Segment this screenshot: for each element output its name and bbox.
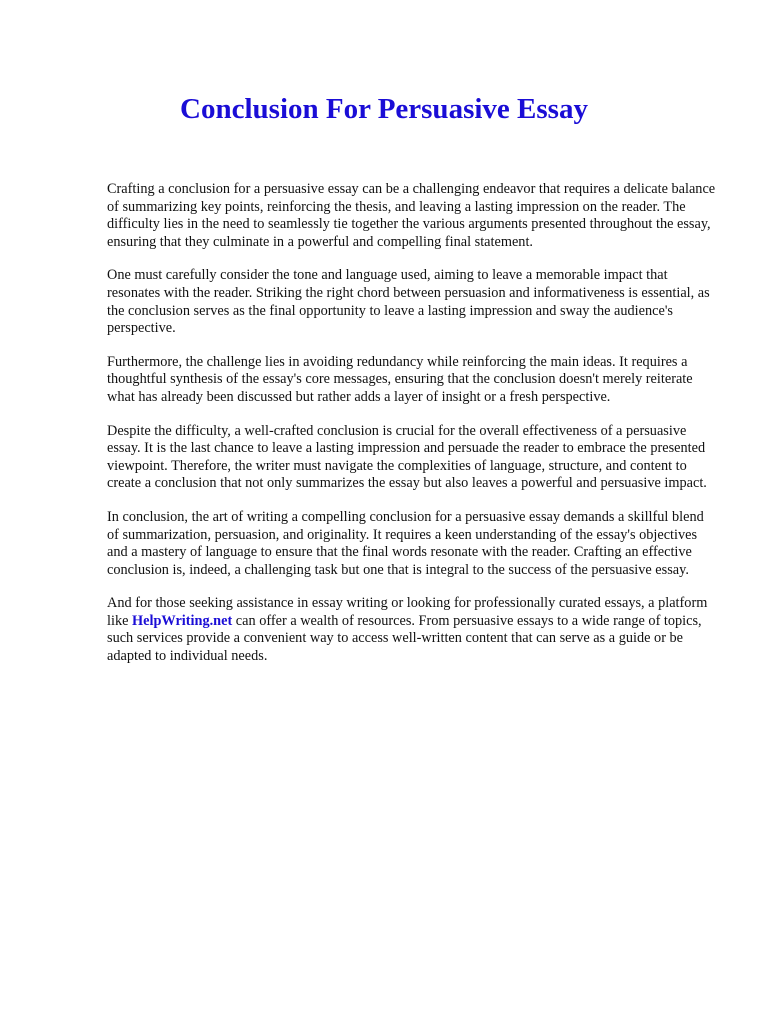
paragraph-2: One must carefully consider the tone and language used, aiming to leave a memorable impact that resonates with the reader. Striking the right chord between persuasion and informativeness is essential, as the conclusion serves as the final opportunity to leave a lasting impression and sway the audience's perspective.	[107, 267, 710, 337]
closing-text-after-link: can offer a wealth of resources. From persuasive essays to a wide range of topics, such services provide a convenient way to access well-written content that can serve as a guide or be adapted to individual needs.	[107, 612, 702, 665]
paragraph-4: Despite the difficulty, a well-crafted conclusion is crucial for the overall effectiveness of a persuasive essay. It is the last chance to leave a lasting impression and persuade the reader to embrace the presented viewpoint. Therefore, the writer must navigate the complexities of language, structure, and content to create a conclusion that not only summarizes the essay but also leaves a powerful and persuasive impact.	[107, 422, 707, 492]
paragraph-1: Crafting a conclusion for a persuasive essay can be a challenging endeavor that requires a delicate balance of summarizing key points, reinforcing the thesis, and leaving a lasting impression on the reader. The difficulty lies in the need to seamlessly tie together the various arguments presented throughout the essay, ensuring that they culminate in a powerful and compelling final statement.	[107, 181, 716, 250]
page-title: Conclusion For Persuasive Essay	[180, 93, 588, 125]
essay-body	[107, 181, 719, 682]
closing-text-before-link: And for those seeking assistance in essay writing or looking for professionally curated essays, a platform like	[107, 595, 708, 629]
paragraph-3: Furthermore, the challenge lies in avoiding redundancy while reinforcing the main ideas. It requires a thoughtful synthesis of the essay's core messages, ensuring that the conclusion doesn't merely reiterate what has already been discussed but rather adds a layer of insight or a fresh perspective.	[107, 353, 693, 405]
closing-paragraph	[107, 595, 719, 665]
paragraph-5: In conclusion, the art of writing a compelling conclusion for a persuasive essay demands a skillful blend of summarization, persuasion, and originality. It requires a keen understanding of the essay's objectives and a mastery of language to ensure that the final words resonate with the reader. Crafting an effective conclusion is, indeed, a challenging task but one that is integral to the success of the persuasive essay.	[107, 508, 704, 578]
helpwriting-link[interactable]: HelpWriting.net	[132, 612, 233, 629]
